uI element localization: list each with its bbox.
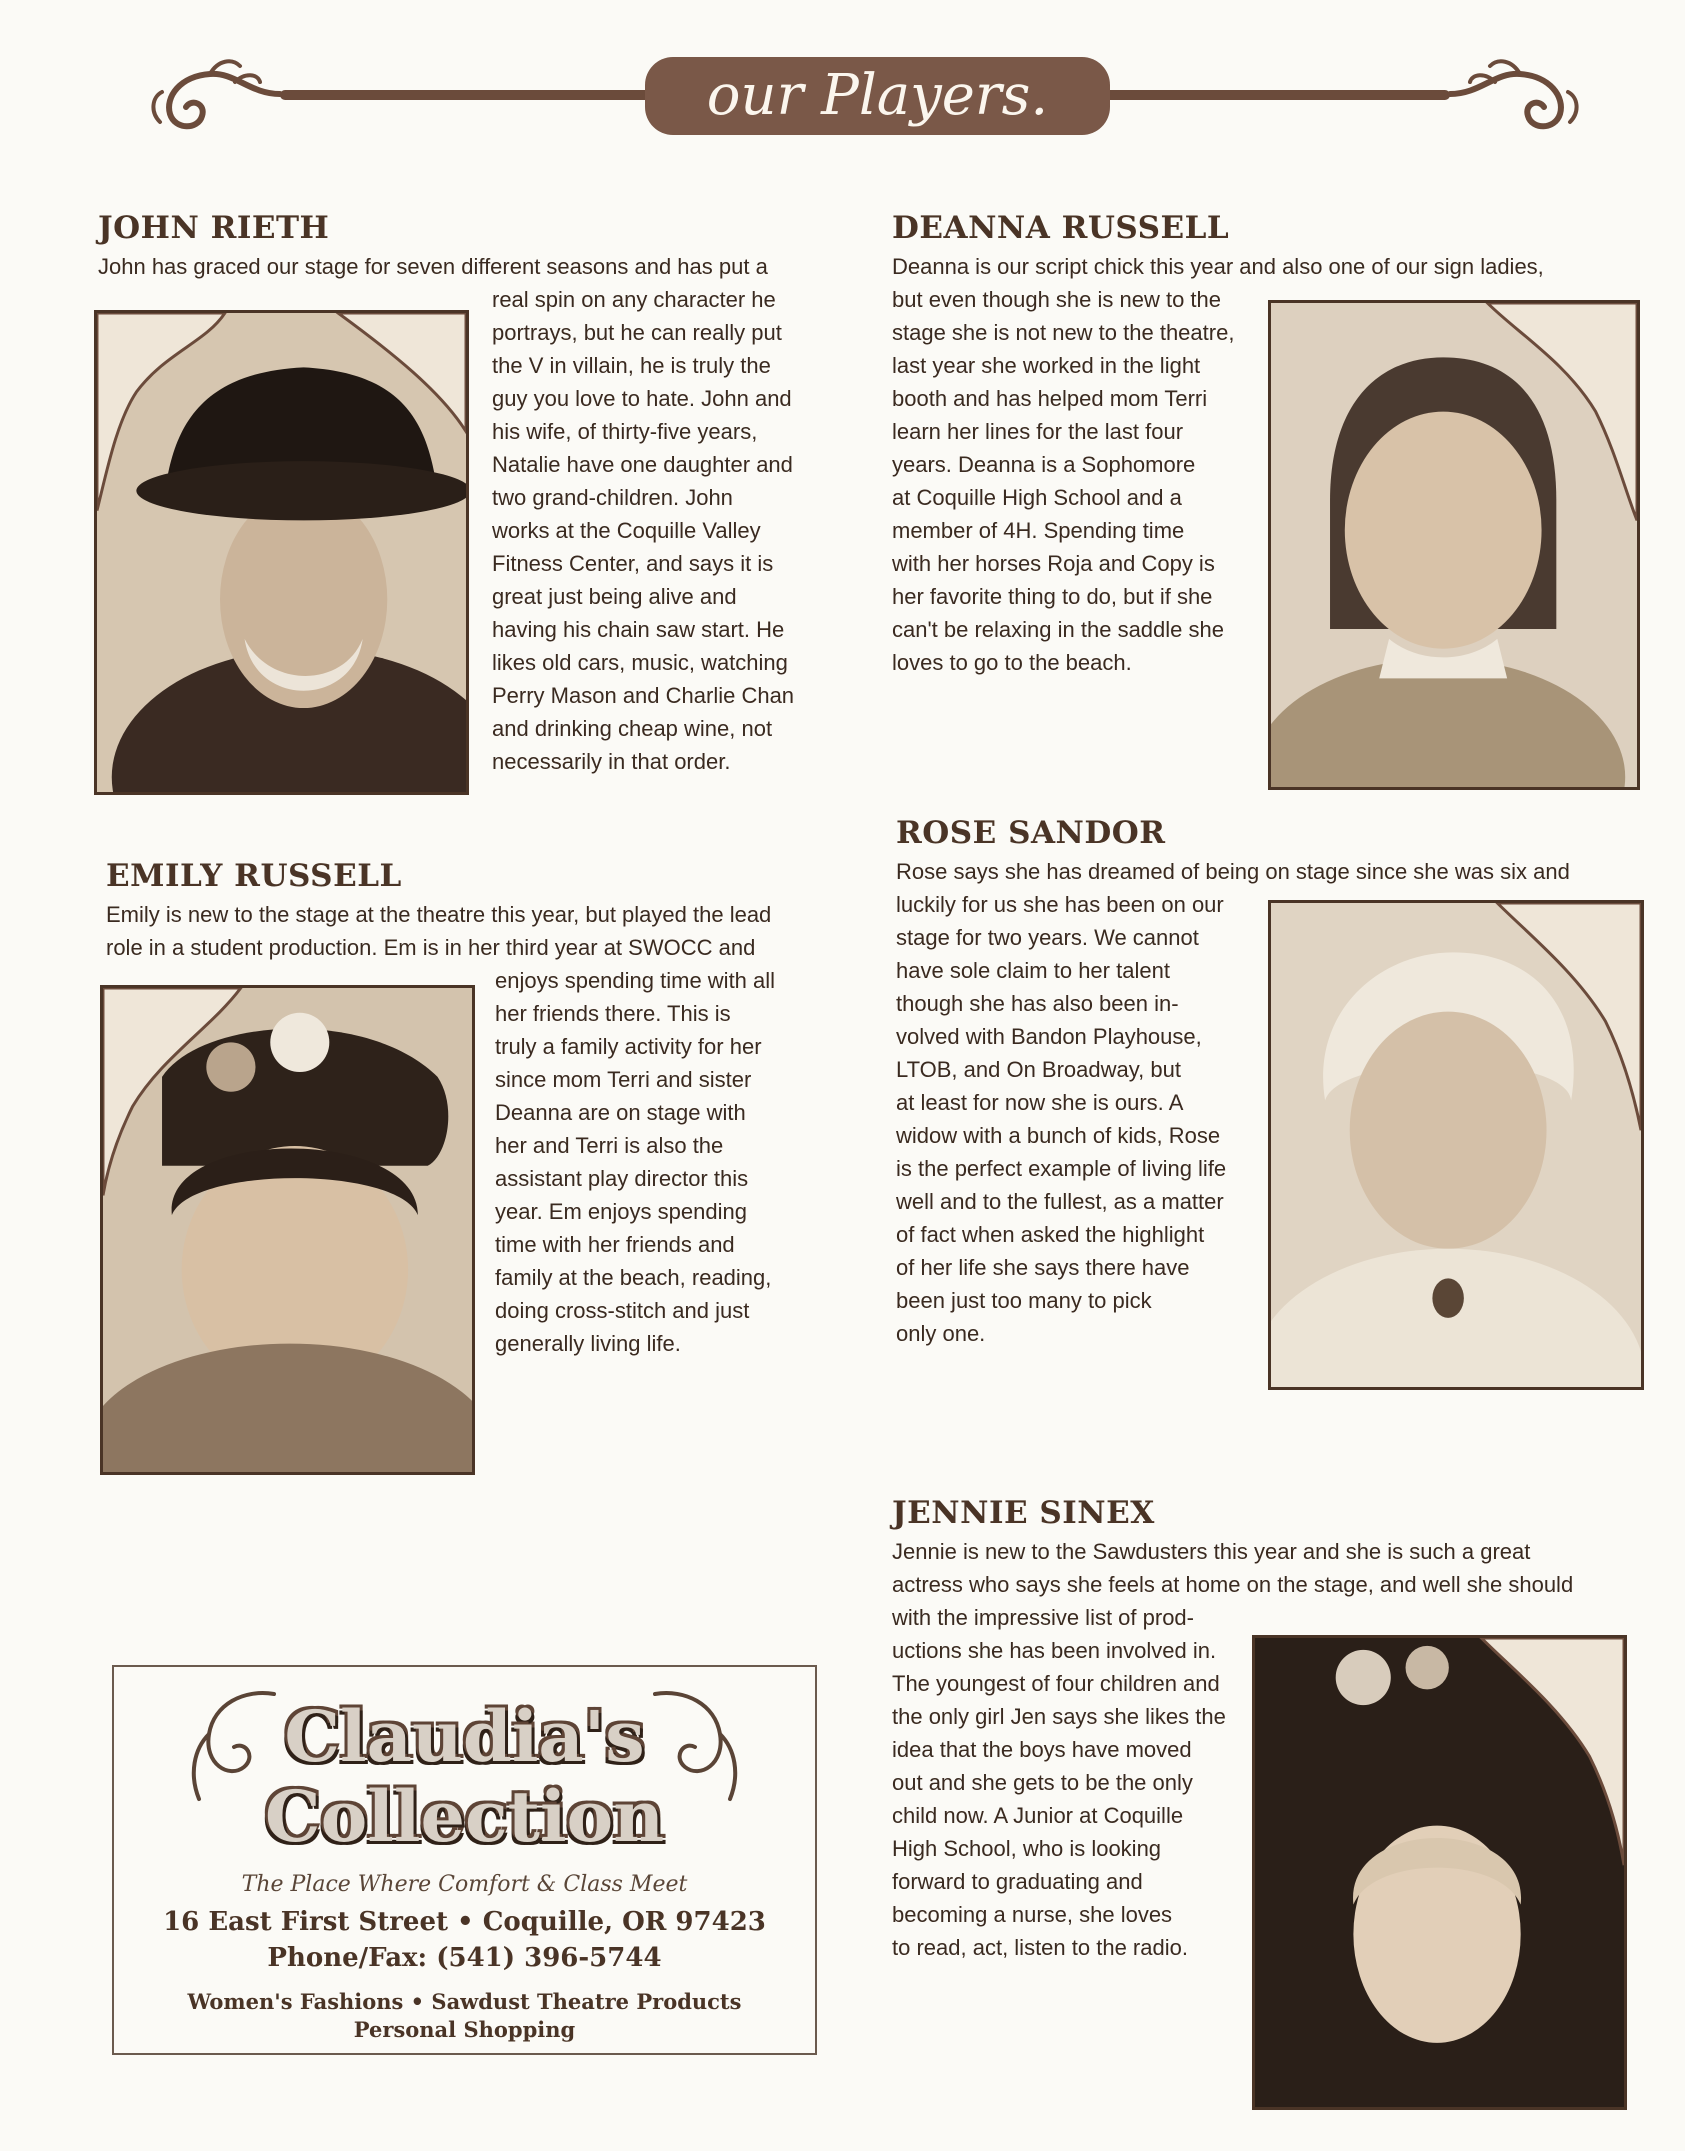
bio-line: since mom Terri and sister (495, 1067, 752, 1092)
bio-line: necessarily in that order. (492, 749, 731, 774)
bio-line: generally living life. (495, 1331, 681, 1356)
photo-emily-russell (100, 985, 475, 1475)
bio-line: The youngest of four children and (892, 1671, 1220, 1696)
bio-line: Rose says she has dreamed of being on stage since she was six and (896, 859, 1570, 884)
bio-line: loves to go to the beach. (892, 650, 1132, 675)
bio-line: great just being alive and (492, 584, 737, 609)
bio-line: Fitness Center, and says it is (492, 551, 774, 576)
bio-line: likes old cars, music, watching (492, 650, 788, 675)
bio-line: her favorite thing to do, but if she (892, 584, 1213, 609)
bio-line: his wife, of thirty-five years, (492, 419, 758, 444)
bio-line: of fact when asked the highlight (896, 1222, 1205, 1247)
left-scroll-ornament-icon (140, 52, 290, 142)
bio-line: doing cross-stitch and just (495, 1298, 750, 1323)
photo-deanna-russell (1268, 300, 1640, 790)
bio-line: though she has also been in- (896, 991, 1179, 1016)
bio-line: time with her friends and (495, 1232, 735, 1257)
photo-john-rieth (94, 310, 469, 795)
bio-line: Deanna are on stage with (495, 1100, 746, 1125)
right-scroll-ornament-icon (1440, 52, 1590, 142)
bio-line: luckily for us she has been on our (896, 892, 1224, 917)
player-name: ROSE SANDOR (896, 815, 1166, 851)
player-name: EMILY RUSSELL (106, 858, 402, 894)
bio-line: two grand-children. John (492, 485, 733, 510)
bio-line: the only girl Jen says she likes the (892, 1704, 1226, 1729)
bio-line: learn her lines for the last four (892, 419, 1184, 444)
bio-line: uctions she has been involved in. (892, 1638, 1217, 1663)
bio-line: at least for now she is ours. A (896, 1090, 1184, 1115)
store-tagline: The Place Where Comfort & Class Meet (241, 1872, 688, 1897)
photo-rose-sandor (1268, 900, 1644, 1390)
bio-line: her and Terri is also the (495, 1133, 724, 1158)
bio-line: but even though she is new to the (892, 287, 1222, 312)
store-products: Women's Fashions • Sawdust Theatre Products (187, 1989, 742, 2014)
bio-line: to read, act, listen to the radio. (892, 1935, 1188, 1960)
bio-line: works at the Coquille Valley (492, 518, 761, 543)
store-services: Personal Shopping (353, 2017, 576, 2042)
bio-line: portrays, but he can really put (492, 320, 782, 345)
bio-line: have sole claim to her talent (896, 958, 1170, 983)
store-phone: Phone/Fax: (541) 396-5744 (267, 1943, 662, 1973)
store-address: 16 East First Street • Coquille, OR 97423 (163, 1907, 766, 1937)
bio-line: at Coquille High School and a (892, 485, 1182, 510)
bio-line: becoming a nurse, she loves (892, 1902, 1173, 1927)
bio-line: the V in villain, he is truly the (492, 353, 771, 378)
bio-line: booth and has helped mom Terri (892, 386, 1208, 411)
bio-line: with her horses Roja and Copy is (892, 551, 1215, 576)
bio-line: widow with a bunch of kids, Rose (896, 1123, 1221, 1148)
bio-line: been just too many to pick (896, 1288, 1152, 1313)
bio-line: her friends there. This is (495, 1001, 731, 1026)
bio-line: with the impressive list of prod- (892, 1605, 1194, 1630)
bio-line: years. Deanna is a Sophomore (892, 452, 1196, 477)
bio-line: Deanna is our script chick this year and also one of our sign ladies, (892, 254, 1544, 279)
bio-line: of her life she says there have (896, 1255, 1190, 1280)
player-name: JENNIE SINEX (892, 1495, 1155, 1531)
advertisement-claudias-collection (112, 1665, 817, 2055)
bio-line: volved with Bandon Playhouse, (896, 1024, 1202, 1049)
bio-line: assistant play director this (495, 1166, 749, 1191)
bio-line: having his chain saw start. He (492, 617, 785, 642)
bio-line: enjoys spending time with all (495, 968, 776, 993)
player-name: JOHN RIETH (98, 210, 330, 246)
bio-line: stage she is not new to the theatre, (892, 320, 1235, 345)
banner-title: our Players. (645, 57, 1110, 135)
bio-line: can't be relaxing in the saddle she (892, 617, 1224, 642)
bio-line: guy you love to hate. John and (492, 386, 792, 411)
page-banner (140, 52, 1590, 142)
bio-line: only one. (896, 1321, 986, 1346)
bio-line: High School, who is looking (892, 1836, 1162, 1861)
bio-line: Emily is new to the stage at the theatre this year, but played the lead (106, 902, 772, 927)
bio-line: child now. A Junior at Coquille (892, 1803, 1184, 1828)
bio-line: family at the beach, reading, (495, 1265, 772, 1290)
bio-line: is the perfect example of living life (896, 1156, 1227, 1181)
bio-line: stage for two years. We cannot (896, 925, 1199, 950)
bio-line: and drinking cheap wine, not (492, 716, 773, 741)
bio-line: member of 4H. Spending time (892, 518, 1185, 543)
photo-jennie-sinex (1252, 1635, 1627, 2110)
store-name-line-2: Collection (264, 1775, 665, 1858)
bio-line: well and to the fullest, as a matter (896, 1189, 1224, 1214)
bio-line: last year she worked in the light (892, 353, 1201, 378)
player-name: DEANNA RUSSELL (892, 210, 1230, 246)
bio-line: forward to graduating and (892, 1869, 1143, 1894)
bio-line: LTOB, and On Broadway, but (896, 1057, 1181, 1082)
bio-line: truly a family activity for her (495, 1034, 762, 1059)
bio-line: Perry Mason and Charlie Chan (492, 683, 795, 708)
store-name-line-1: Claudia's (284, 1695, 645, 1778)
bio-line: role in a student production. Em is in her third year at SWOCC and (106, 935, 756, 960)
bio-line: real spin on any character he (492, 287, 776, 312)
bio-line: idea that the boys have moved (892, 1737, 1192, 1762)
store-name (114, 1697, 815, 1857)
bio-line: actress who says she feels at home on the stage, and well she should (892, 1572, 1574, 1597)
bio-line: John has graced our stage for seven different seasons and has put a (98, 254, 768, 279)
bio-line: Natalie have one daughter and (492, 452, 793, 477)
bio-line: out and she gets to be the only (892, 1770, 1193, 1795)
bio-line: Jennie is new to the Sawdusters this year and she is such a great (892, 1539, 1531, 1564)
bio-line: year. Em enjoys spending (495, 1199, 747, 1224)
